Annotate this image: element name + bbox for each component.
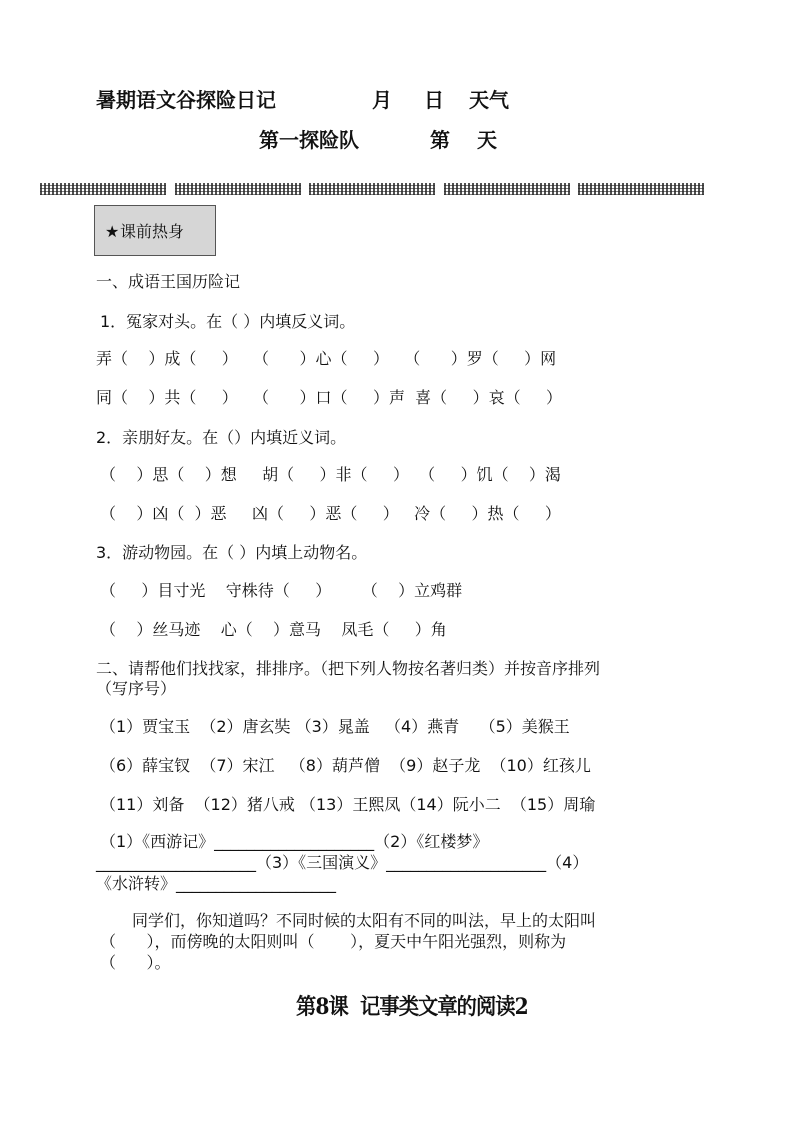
day-suffix-label: 天 <box>477 128 497 152</box>
passage-line-1: 同学们，你知道吗？不同时候的太阳有不同的叫法，早上的太阳叫 <box>132 911 597 930</box>
q2-title: 2．亲朋好友。在（）内填近义词。 <box>96 428 347 447</box>
diary-title: 暑期语文谷探险日记 <box>96 88 276 112</box>
q3-line-2: （ ）丝马迹 心（ ）意马 凤毛（ ）角 <box>100 620 447 639</box>
divider-segment <box>444 183 570 195</box>
weather-label: 天气 <box>469 88 509 112</box>
q3-line-1: （ ）目寸光 守株待（ ） （ ）立鸡群 <box>100 581 463 600</box>
team-label: 第一探险队 <box>259 128 359 152</box>
section1-title: 一、成语王国历险记 <box>96 272 241 291</box>
q1-line-1: 弄（ ）成（ ） （ ）心（ ） （ ）罗（ ）网 <box>96 349 557 368</box>
decorative-divider <box>40 183 704 195</box>
divider-segment <box>40 183 166 195</box>
passage-line-2: （ ），而傍晚的太阳则叫（ ），夏天中午阳光强烈，则称为 <box>100 932 567 951</box>
divider-segment <box>309 183 435 195</box>
books-line-2: ____________________（3）《三国演义》____________________（4） <box>96 853 589 872</box>
divider-segment <box>578 183 704 195</box>
date-day-label: 日 <box>424 88 444 112</box>
q3-title: 3．游动物园。在（ ）内填上动物名。 <box>96 543 368 562</box>
section2-title-line-1: 二、请帮他们找找家，排排序。（把下列人物按名著归类）并按音序排列 <box>96 659 601 678</box>
q2-line-1: （ ）思（ ）想 胡（ ）非（ ） （ ）饥（ ）渴 <box>100 465 561 484</box>
characters-row-3: （11）刘备 （12）猪八戒 （13）王熙凤（14）阮小二 （15）周瑜 <box>100 795 596 814</box>
passage-line-3: （ ）。 <box>100 953 171 972</box>
divider-segment <box>175 183 301 195</box>
books-line-1: （1）《西游记》____________________（2）《红楼梦》 <box>100 832 489 851</box>
characters-row-1: （1）贾宝玉 （2）唐玄奘 （3）晁盖 （4）燕青 （5）美猴王 <box>100 717 570 736</box>
characters-row-2: （6）薛宝钗 （7）宋江 （8）葫芦僧 （9）赵子龙 （10）红孩儿 <box>100 756 591 775</box>
books-line-3: 《水浒转》____________________ <box>96 874 337 893</box>
warmup-box <box>94 205 216 256</box>
lesson-title: 第8课 记事类文章的阅读2 <box>296 994 528 1020</box>
section2-title-line-2: （写序号） <box>96 679 177 698</box>
star-icon: ★ <box>105 222 120 241</box>
q1-title: 1．冤家对头。在（ ）内填反义词。 <box>100 312 356 331</box>
q2-line-2: （ ）凶（ ）恶 凶（ ）恶（ ） 冷（ ）热（ ） <box>100 504 561 523</box>
q1-line-2: 同（ ）共（ ） （ ）口（ ）声 喜（ ）哀（ ） <box>96 388 563 407</box>
day-prefix-label: 第 <box>430 128 450 152</box>
date-month-label: 月 <box>372 88 392 112</box>
warmup-label: 课前热身 <box>120 222 185 241</box>
